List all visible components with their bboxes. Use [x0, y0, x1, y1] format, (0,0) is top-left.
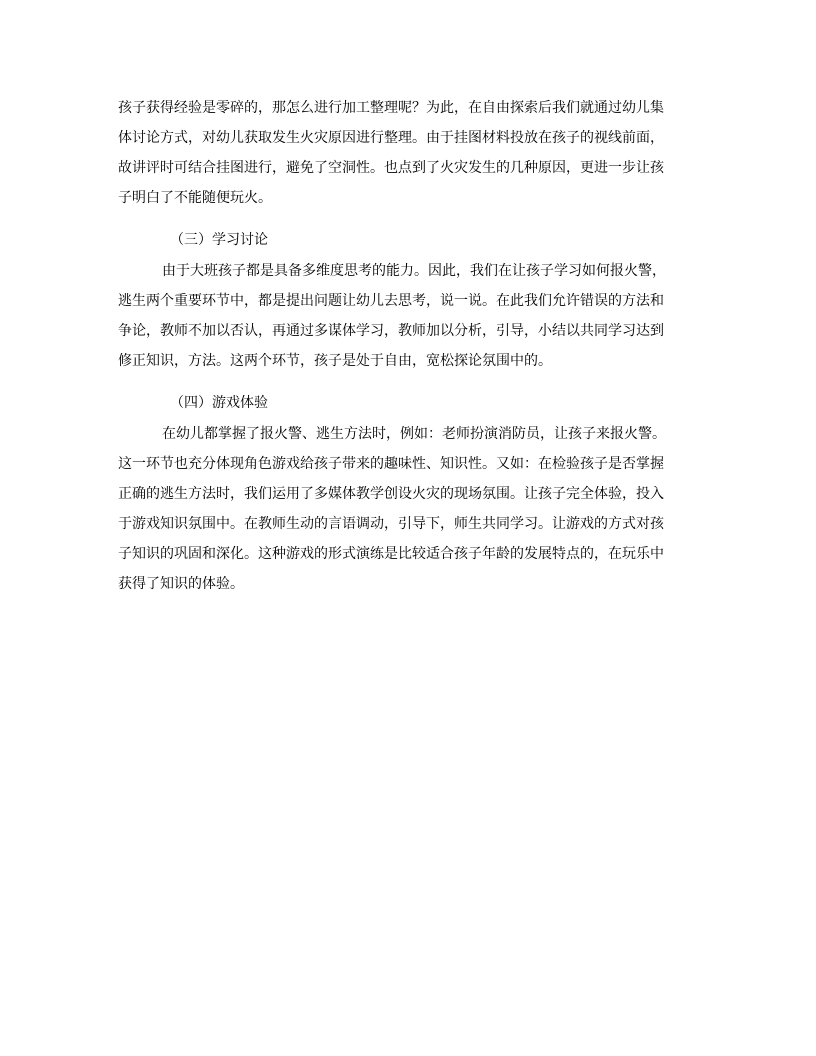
text-line: 由于大班孩子都是具备多维度思考的能力。因此，我们在让孩子学习如何报火警， — [162, 263, 666, 279]
text-line: 在幼儿都掌握了报火警、逃生方法时，例如：老师扮演消防员，让孩子来报火警。 — [162, 426, 666, 442]
section-heading-game-experience: （四）游戏体验 — [170, 395, 268, 411]
text-line: 体讨论方式，对幼儿获取发生火灾原因进行整理。由于挂图材料投放在孩子的视线前面， — [118, 130, 664, 146]
text-line: 修正知识，方法。这两个环节，孩子是处于自由，宽松探论氛围中的。 — [118, 353, 552, 369]
text-line: 孩子获得经验是零碎的，那怎么进行加工整理呢？为此，在自由探索后我们就通过幼儿集 — [118, 100, 664, 116]
text-line: 子明白了不能随便玩火。 — [118, 190, 272, 206]
text-line: 获得了知识的体验。 — [118, 576, 244, 592]
text-line: 逃生两个重要环节中，都是提出问题让幼儿去思考，说一说。在此我们允许错误的方法和 — [118, 293, 664, 309]
section-heading-learning-discussion: （三）学习讨论 — [170, 232, 268, 248]
document-body — [118, 93, 696, 599]
text-line: 正确的逃生方法时，我们运用了多媒体教学创设火灾的现场氛围。让孩子完全体验，投入 — [118, 486, 664, 502]
text-line: 争论，教师不加以否认，再通过多谋体学习，教师加以分析，引导，小结以共同学习达到 — [118, 323, 664, 339]
text-line: 于游戏知识氛围中。在教师生动的言语调动，引导下，师生共同学习。让游戏的方式对孩 — [118, 516, 664, 532]
paragraph-game-experience — [118, 419, 696, 599]
paragraph-learning-discussion — [118, 256, 696, 376]
text-line: 故讲评时可结合挂图进行，避免了空洞性。也点到了火灾发生的几种原因，更进一步让孩 — [118, 160, 664, 176]
text-line: 这一环节也充分体现角色游戏给孩子带来的趣味性、知识性。又如：在检验孩子是否掌握 — [118, 456, 664, 472]
paragraph-experience-organizing — [118, 93, 696, 213]
text-line: 子知识的巩固和深化。这种游戏的形式演练是比较适合孩子年龄的发展特点的，在玩乐中 — [118, 546, 664, 562]
